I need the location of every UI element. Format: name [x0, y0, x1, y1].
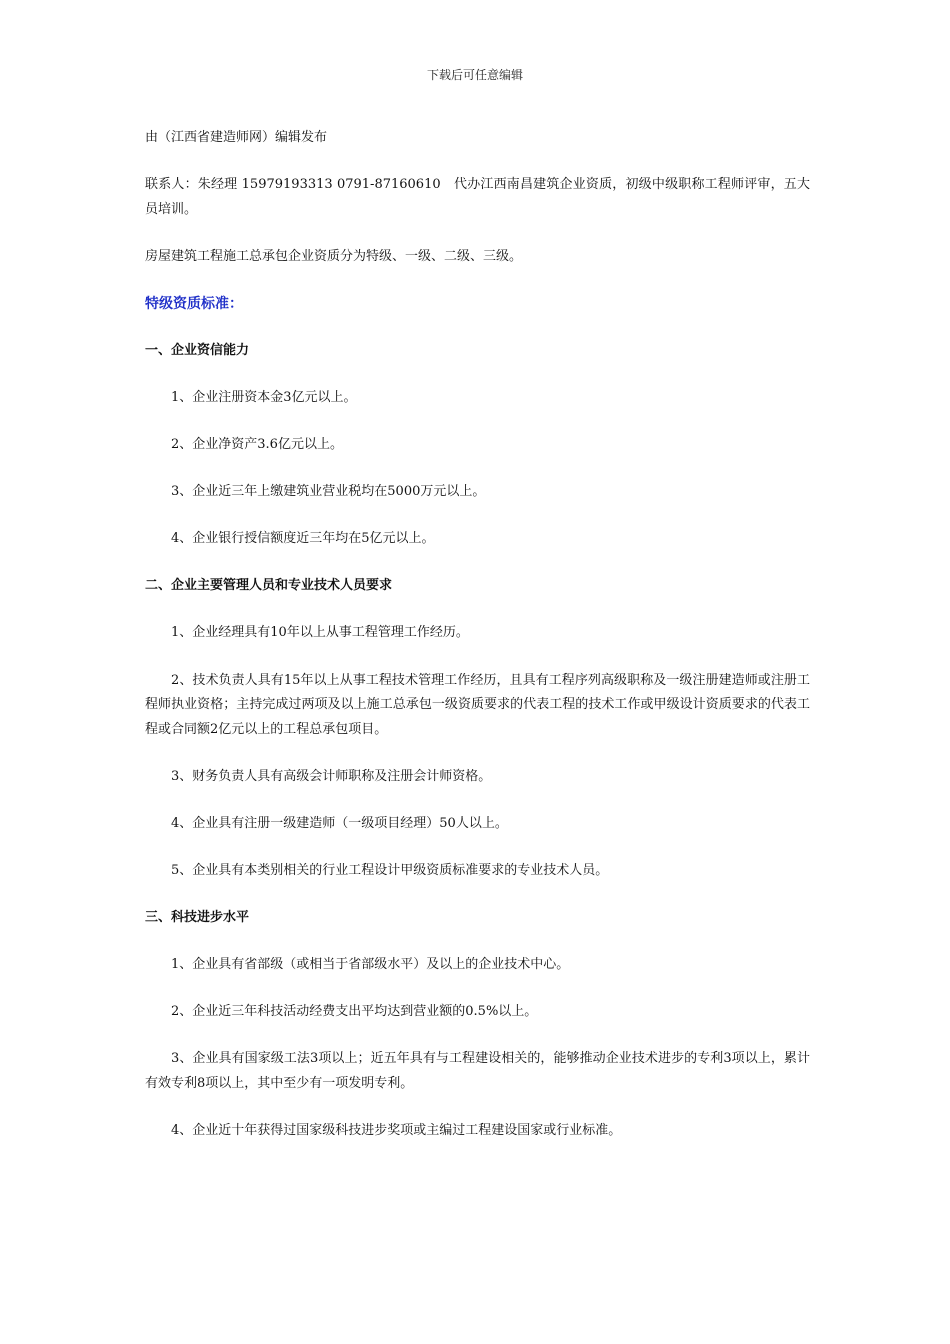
list-item: 3、财务负责人具有高级会计师职称及注册会计师资格。 — [171, 768, 492, 784]
list-item: 3、企业近三年上缴建筑业营业税均在5000万元以上。 — [171, 484, 486, 500]
document-body — [145, 126, 810, 1166]
list-item: 2、技术负责人具有15年以上从事工程技术管理工作经历，且具有工程序列高级职称及一级注册建造师或注册工程师执业资格；主持完成过两项及以上施工总承包一级资质要求的代表工程的技术工作或甲级设计资质要求的代表工程或合同额2亿元以上的工程总承包项目。 — [145, 672, 810, 737]
list-item: 4、企业具有注册一级建造师（一级项目经理）50人以上。 — [171, 815, 508, 831]
special-grade-title: 特级资质标准： — [145, 295, 243, 312]
list-item: 1、企业经理具有10年以上从事工程管理工作经历。 — [171, 625, 469, 641]
list-item: 2、企业净资产3.6亿元以上。 — [171, 437, 343, 453]
list-item: 5、企业具有本类别相关的行业工程设计甲级资质标准要求的专业技术人员。 — [171, 862, 609, 878]
section-title-personnel: 二、企业主要管理人员和专业技术人员要求 — [145, 578, 393, 594]
list-item: 1、企业注册资本金3亿元以上。 — [171, 389, 357, 405]
list-item: 2、企业近三年科技活动经费支出平均达到营业额的0.5%以上。 — [171, 1004, 538, 1020]
classification-line: 房屋建筑工程施工总承包企业资质分为特级、一级、二级、三级。 — [145, 248, 523, 264]
contact-line: 联系人：朱经理 15979193313 0791-87160610 代办江西南昌建筑企业资质，初级中级职称工程师评审，五大员培训。 — [145, 177, 810, 217]
list-item: 4、企业银行授信额度近三年均在5亿元以上。 — [171, 531, 435, 547]
section-title-technology: 三、科技进步水平 — [145, 909, 250, 925]
list-item: 4、企业近十年获得过国家级科技进步奖项或主编过工程建设国家或行业标准。 — [171, 1122, 622, 1138]
page-header: 下载后可任意编辑 — [426, 68, 523, 82]
publisher-line: 由（江西省建造师网）编辑发布 — [145, 130, 328, 145]
list-item: 3、企业具有国家级工法3项以上；近五年具有与工程建设相关的，能够推动企业技术进步的专利3项以上，累计有效专利8项以上，其中至少有一项发明专利。 — [145, 1051, 810, 1091]
section-title-credit: 一、企业资信能力 — [145, 342, 250, 358]
list-item: 1、企业具有省部级（或相当于省部级水平）及以上的企业技术中心。 — [171, 957, 570, 972]
